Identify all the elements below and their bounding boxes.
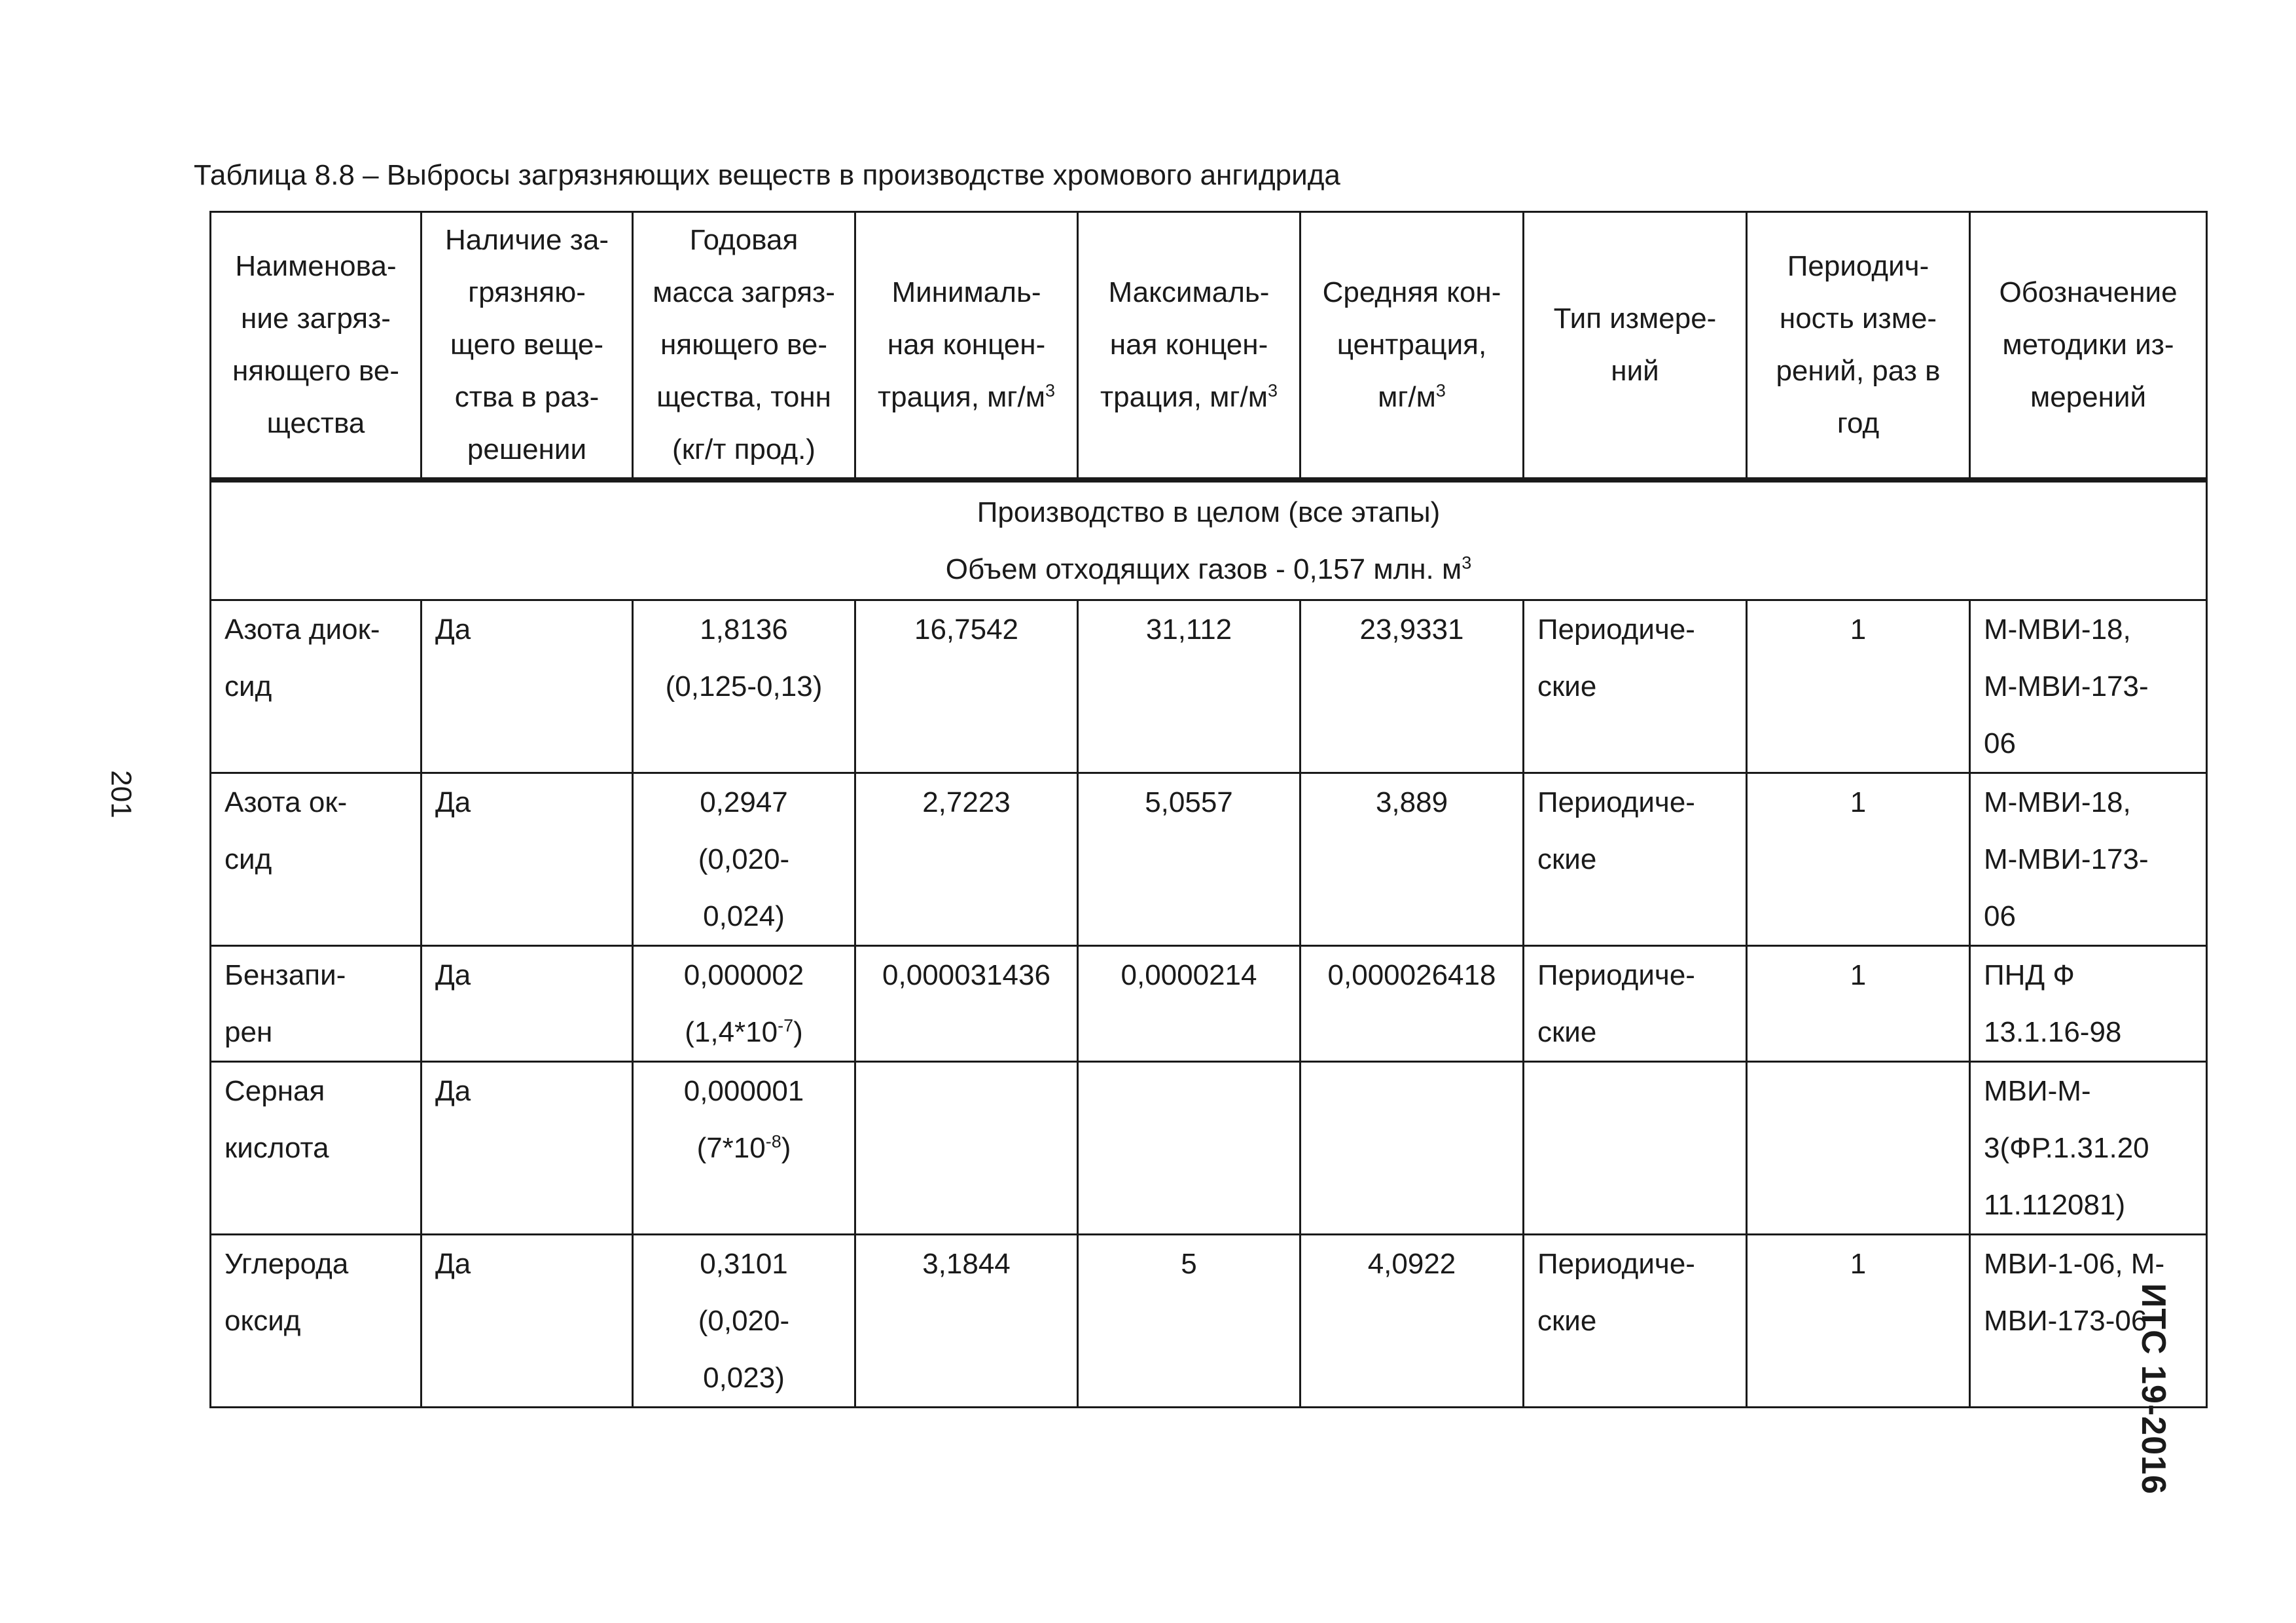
cell-type: Периодиче- ские	[1524, 946, 1747, 1062]
section-row	[211, 480, 2207, 600]
cell-substance: Бензапи- рен	[211, 946, 422, 1062]
cell-frequency	[1747, 1062, 1970, 1235]
cell-annual-mass: 0,000002 $(1,4*10^{-7})$	[633, 946, 855, 1062]
table-row	[211, 1062, 2207, 1235]
section-title: Производство в целом (все этапы)	[977, 496, 1441, 528]
document-code: ИТС 19-2016	[2134, 1283, 2172, 1495]
page-number: 201	[105, 770, 137, 818]
header-cell-max-concentration: Максималь- ная концен- трация, $мг/м^3$	[1078, 212, 1300, 481]
cell-frequency: 1	[1747, 1235, 1970, 1408]
cell-method: М-МВИ-18, М-МВИ-173- 06	[1970, 773, 2207, 946]
cell-method: МВИ-1-06, М- МВИ-173-06	[1970, 1235, 2207, 1408]
cell-max: 0,0000214	[1078, 946, 1300, 1062]
section-cell	[211, 480, 2207, 600]
header-cell-annual-mass: Годовая масса загряз- няющего ве- щества, тонн (кг/т прод.)	[633, 212, 855, 481]
cell-annual-mass: 0,2947 (0,020- 0,024)	[633, 773, 855, 946]
cell-method: ПНД Ф 13.1.16-98	[1970, 946, 2207, 1062]
table-row	[211, 600, 2207, 773]
cell-type: Периодиче- ские	[1524, 1235, 1747, 1408]
table-row	[211, 946, 2207, 1062]
cell-permit: Да	[422, 1235, 633, 1408]
cell-min: 16,7542	[855, 600, 1078, 773]
cell-min: 3,1844	[855, 1235, 1078, 1408]
cell-avg: 0,000026418	[1300, 946, 1524, 1062]
table-row	[211, 773, 2207, 946]
cell-annual-mass: 0,3101 (0,020- 0,023)	[633, 1235, 855, 1408]
header-cell-avg-concentration: Средняя кон- центрация, $мг/м^3$	[1300, 212, 1524, 481]
header-cell-min-concentration: Минималь- ная концен- трация, $мг/м^3$	[855, 212, 1078, 481]
cell-type: Периодиче- ские	[1524, 600, 1747, 773]
cell-substance: Серная кислота	[211, 1062, 422, 1235]
table-row	[211, 1235, 2207, 1408]
cell-avg	[1300, 1062, 1524, 1235]
cell-frequency: 1	[1747, 773, 1970, 946]
cell-substance: Азота диок- сид	[211, 600, 422, 773]
cell-max: 5	[1078, 1235, 1300, 1408]
cell-permit: Да	[422, 1062, 633, 1235]
cell-type	[1524, 1062, 1747, 1235]
cell-type: Периодиче- ские	[1524, 773, 1747, 946]
cell-min	[855, 1062, 1078, 1235]
cell-max	[1078, 1062, 1300, 1235]
cell-permit: Да	[422, 946, 633, 1062]
cell-min: 2,7223	[855, 773, 1078, 946]
table-caption: Таблица 8.8 – Выбросы загрязняющих веществ в производстве хромового ангидрида	[194, 159, 1340, 191]
cell-frequency: 1	[1747, 600, 1970, 773]
cell-annual-mass: 0,000001 $(7*10^{-8})$	[633, 1062, 855, 1235]
header-cell-measurement-type: Тип измере- ний	[1524, 212, 1747, 481]
cell-max: 31,112	[1078, 600, 1300, 773]
cell-permit: Да	[422, 600, 633, 773]
cell-min: 0,000031436	[855, 946, 1078, 1062]
cell-substance: Углерода оксид	[211, 1235, 422, 1408]
header-cell-frequency: Периодич- ность изме- рений, раз в год	[1747, 212, 1970, 481]
header-row	[211, 212, 2207, 481]
cell-substance: Азота ок- сид	[211, 773, 422, 946]
cell-max: 5,0557	[1078, 773, 1300, 946]
cell-avg: 4,0922	[1300, 1235, 1524, 1408]
section-subtitle: Объем отходящих газов - 0,157 млн. $м^3$	[945, 553, 1472, 585]
header-cell-substance: Наименова- ние загряз- няющего ве- щества	[211, 212, 422, 481]
cell-method: МВИ-М- 3(ФР.1.31.20 11.112081)	[1970, 1062, 2207, 1235]
cell-method: М-МВИ-18, М-МВИ-173- 06	[1970, 600, 2207, 773]
header-cell-method: Обозначение методики из- мерений	[1970, 212, 2207, 481]
emissions-table	[209, 211, 2208, 1408]
cell-frequency: 1	[1747, 946, 1970, 1062]
cell-permit: Да	[422, 773, 633, 946]
header-cell-permit: Наличие за- грязняю- щего веще- ства в раз- решении	[422, 212, 633, 481]
cell-annual-mass: 1,8136 (0,125-0,13)	[633, 600, 855, 773]
cell-avg: 3,889	[1300, 773, 1524, 946]
cell-avg: 23,9331	[1300, 600, 1524, 773]
